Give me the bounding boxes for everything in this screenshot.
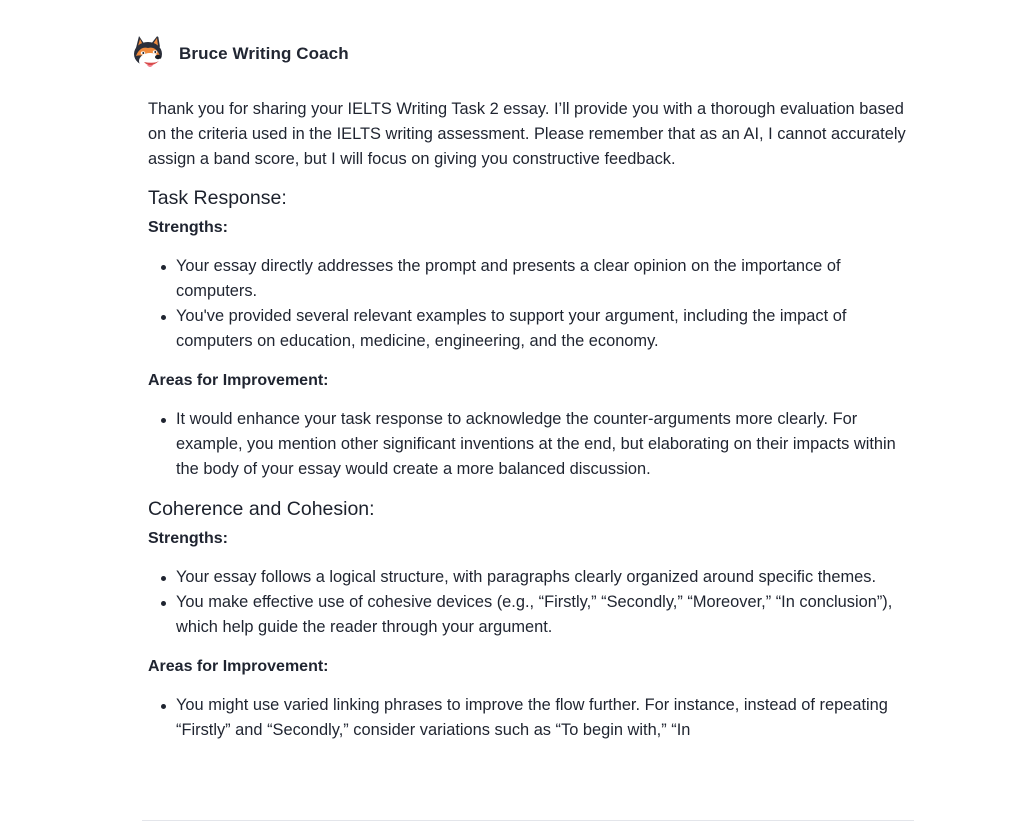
list-item: You might use varied linking phrases to improve the flow further. For instance, instead of repeating “Firstly” and “Secondly,” consider variations such as “To begin with,” “In <box>176 693 908 743</box>
strengths-list <box>148 565 908 640</box>
husky-dog-icon <box>128 34 168 74</box>
improvements-label: Areas for Improvement: <box>148 372 329 389</box>
improvements-list <box>148 407 908 482</box>
list-item: Your essay directly addresses the prompt and presents a clear opinion on the importance of computers. <box>176 254 908 304</box>
section-title-coherence: Coherence and Cohesion: <box>148 498 375 520</box>
message-body <box>148 97 908 743</box>
divider <box>142 820 914 821</box>
strengths-label: Strengths: <box>148 530 228 547</box>
improvements-label: Areas for Improvement: <box>148 658 329 675</box>
list-item: You make effective use of cohesive devices (e.g., “Firstly,” “Secondly,” “Moreover,” “In conclusion”), which help guide the reader through your argument. <box>176 590 908 640</box>
section-title-task-response: Task Response: <box>148 187 287 209</box>
strengths-list <box>148 254 908 354</box>
intro-paragraph: Thank you for sharing your IELTS Writing Task 2 essay. I’ll provide you with a thorough evaluation based on the criteria used in the IELTS writing assessment. Please remember that as an AI, I cannot accurately assign a band score, but I will focus on giving you constructive feedback. <box>148 100 906 168</box>
list-item: You've provided several relevant examples to support your argument, including the impact of computers on education, medicine, engineering, and the economy. <box>176 304 908 354</box>
improvements-list <box>148 693 908 743</box>
chat-header <box>128 34 349 74</box>
list-item: Your essay follows a logical structure, with paragraphs clearly organized around specific themes. <box>176 565 908 590</box>
bot-name: Bruce Writing Coach <box>179 44 349 63</box>
strengths-label: Strengths: <box>148 219 228 236</box>
list-item: It would enhance your task response to acknowledge the counter-arguments more clearly. For example, you mention other significant inventions at the end, but elaborating on their impacts within the body of your essay would create a more balanced discussion. <box>176 407 908 482</box>
